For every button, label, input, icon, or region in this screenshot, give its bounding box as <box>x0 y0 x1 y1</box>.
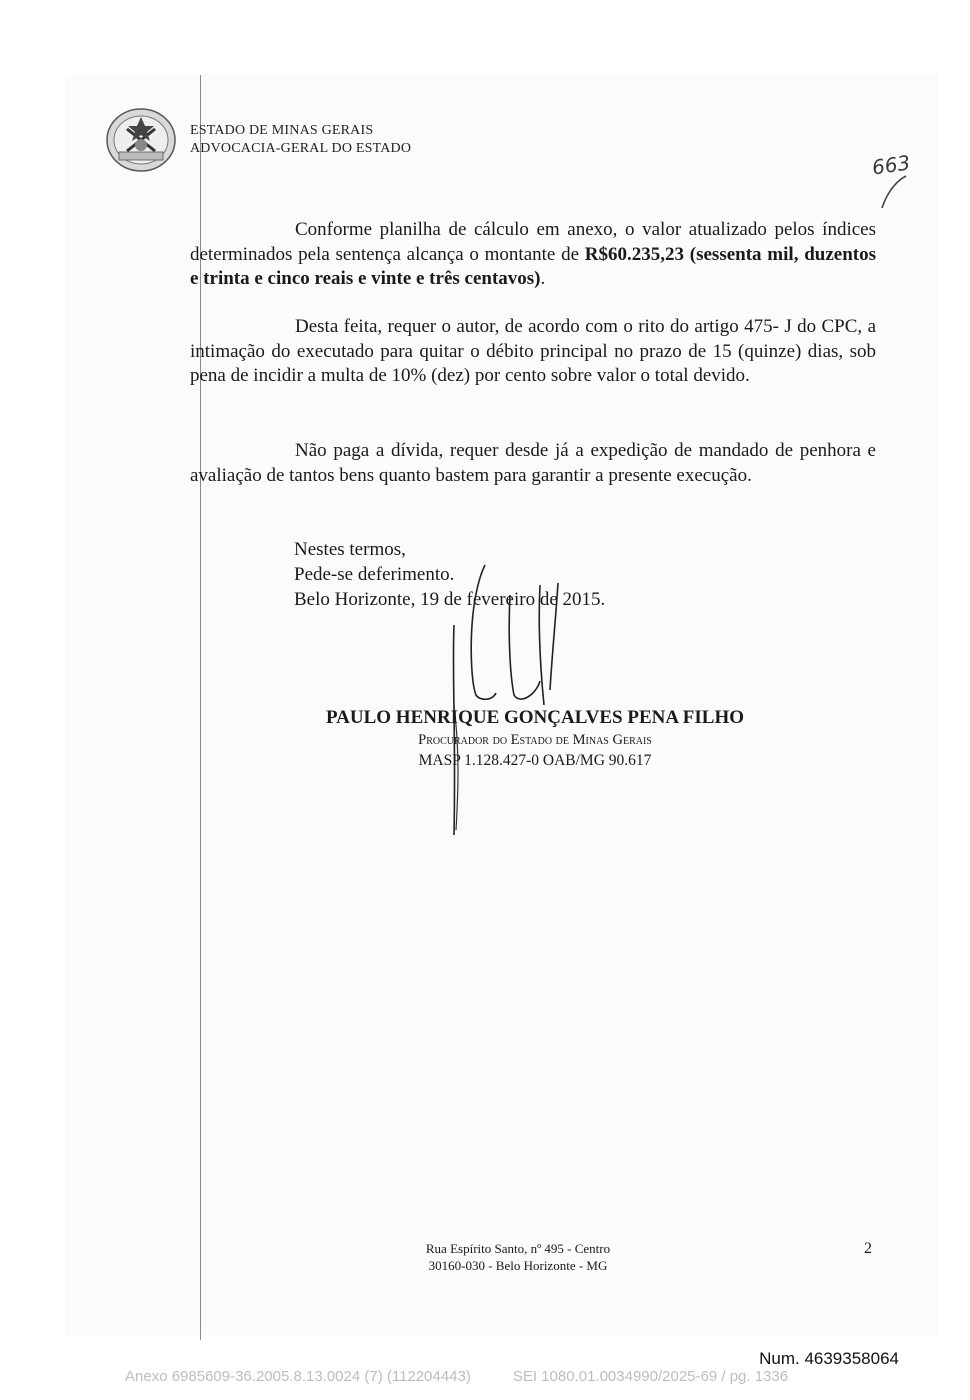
footer-address-street: Rua Espírito Santo, nº 495 - Centro <box>425 1241 611 1256</box>
footer-page-number: 2 <box>864 1240 872 1257</box>
signatory-ids: MASP 1.128.427-0 OAB/MG 90.617 <box>418 752 652 769</box>
header-institution <box>190 122 411 158</box>
footer-address-city: 30160-030 - Belo Horizonte - MG <box>428 1258 608 1273</box>
paragraph-calculation-end: . <box>540 268 546 289</box>
paragraph-calculation-amount: R$60.235,23 (sessenta mil, duzentos e trinta e cinco reais e vinte e três centavos) <box>190 243 876 289</box>
paragraph-calculation-text: Conforme planilha de cálculo em anexo, o valor atualizado pelos índices determinados pela sentença alcança o montante de <box>190 219 876 265</box>
signatory-role: Procurador do Estado de Minas Gerais <box>418 732 652 748</box>
closing-line-request: Pede-se deferimento. <box>294 564 455 585</box>
handwritten-tick-icon <box>878 168 908 218</box>
closing-line-date: Belo Horizonte, 19 de fevereiro de 2015. <box>294 589 606 610</box>
header-line-state: ESTADO DE MINAS GERAIS <box>190 123 374 138</box>
header-line-agency: ADVOCACIA-GERAL DO ESTADO <box>190 141 412 156</box>
state-coat-of-arms-icon <box>105 107 177 173</box>
paragraph-seizure-text: Não paga a dívida, requer desde já a expedição de mandado de penhora e avaliação de tantos bens quanto bastem para garantir a presente execução. <box>190 440 876 486</box>
handwritten-page-number: 663 <box>870 150 912 180</box>
signatory-name: PAULO HENRIQUE GONÇALVES PENA FILHO <box>325 707 745 728</box>
signature-block <box>300 706 770 772</box>
annex-id: Anexo 6985609-36.2005.8.13.0024 (7) (112204443) <box>125 1368 471 1385</box>
paragraph-request-text: Desta feita, requer o autor, de acordo com o rito do artigo 475- J do CPC, a intimação do executado para quitar o débito principal no prazo de 15 (quinze) dias, sob pena de incidir a multa de 10% (dez) por cento sobre valor o total devido. <box>190 316 876 386</box>
handwritten-signature <box>440 555 580 840</box>
closing-line-terms: Nestes termos, <box>294 539 406 560</box>
paragraph-seizure <box>190 439 876 488</box>
paragraph-calculation <box>190 218 876 292</box>
footer-address <box>370 1240 666 1274</box>
sei-reference: SEI 1080.01.0034990/2025-69 / pg. 1336 <box>512 1368 789 1385</box>
annex-reference <box>125 1368 788 1385</box>
document-number-stamp: Num. 4639358064 <box>759 1349 899 1368</box>
paragraph-request <box>190 315 876 389</box>
